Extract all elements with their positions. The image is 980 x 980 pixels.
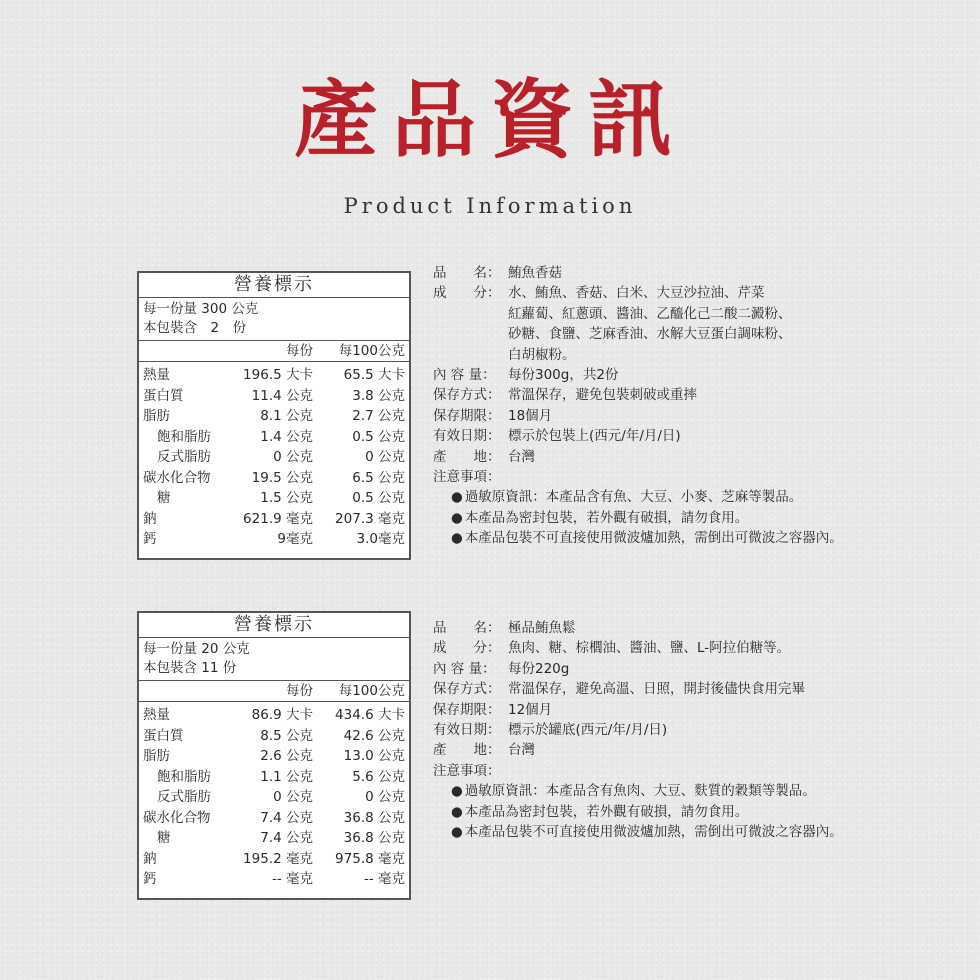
note-item: ● 本產品包裝不可直接使用微波爐加熱，需倒出可微波之容器內。 xyxy=(433,822,843,842)
info-value: 魚肉、糖、棕櫚油、醬油、鹽、L-阿拉伯糖等。 xyxy=(508,640,791,657)
info-label: 保存期限： xyxy=(433,407,501,424)
nutrition-header xyxy=(139,681,409,702)
nutrient-per-serving: 1.5 公克 xyxy=(260,490,313,506)
nutrient-per-100g: 434.6 大卡 xyxy=(335,707,405,723)
nutrient-per-100g: 207.3 毫克 xyxy=(335,510,405,527)
nutrient-per-serving: 7.4 公克 xyxy=(260,809,313,826)
nutrient-name: 鈉 xyxy=(143,510,157,527)
info-value: 18個月 xyxy=(508,407,553,424)
nutrient-name: 糖 xyxy=(157,830,171,846)
servings-per-package: 本包裝含 2 份 xyxy=(143,320,247,336)
info-label: 產 地： xyxy=(433,742,501,759)
nutrition-row xyxy=(139,447,409,468)
nutrient-name: 熱量 xyxy=(143,707,170,723)
nutrition-row xyxy=(139,767,409,788)
nutrition-row xyxy=(139,705,409,726)
nutrient-per-100g: 13.0 公克 xyxy=(343,748,405,764)
info-value: 12個月 xyxy=(508,701,553,718)
nutrient-per-serving: 7.4 公克 xyxy=(260,830,313,846)
nutrient-per-serving: 1.4 公克 xyxy=(260,428,313,445)
nutrient-name: 脂肪 xyxy=(143,408,170,424)
info-label: 成 分： xyxy=(433,640,501,657)
info-shelf-life xyxy=(433,406,843,426)
serving-info xyxy=(139,298,409,341)
nutrient-per-100g: 0 公克 xyxy=(365,449,405,465)
nutrient-per-serving: 621.9 毫克 xyxy=(243,510,313,527)
nutrition-row xyxy=(139,488,409,509)
servings-per-package: 本包裝含 11 份 xyxy=(143,660,237,676)
info-content xyxy=(433,365,843,385)
nutrient-per-serving: 19.5 公克 xyxy=(251,469,313,486)
nutrient-per-100g: 42.6 公克 xyxy=(343,727,405,744)
info-label: 保存方式： xyxy=(433,681,501,698)
nutrient-name: 鈣 xyxy=(143,871,157,887)
serving-size: 每一份量 300 公克 xyxy=(143,301,259,317)
info-value: 常溫保存，避免高溫、日照，開封後儘快食用完畢 xyxy=(508,681,805,698)
info-value: 每份220g xyxy=(508,660,570,677)
info-ingredients xyxy=(433,283,843,303)
col-per-serving: 每份 xyxy=(286,343,313,359)
nutrient-per-serving: 8.1 公克 xyxy=(260,408,313,424)
nutrient-per-100g: 5.6 公克 xyxy=(352,768,405,785)
info-notes-label: 注意事項： xyxy=(433,469,501,486)
nutrient-per-100g: 36.8 公克 xyxy=(343,830,405,846)
nutrient-per-100g: 0.5 公克 xyxy=(352,428,405,445)
info-value: 台灣 xyxy=(508,448,535,465)
nutrient-per-serving: 0 公克 xyxy=(273,449,313,465)
info-value: 極品鮪魚鬆 xyxy=(508,620,576,636)
nutrient-per-serving: 8.5 公克 xyxy=(260,727,313,744)
info-shelf-life xyxy=(433,700,843,720)
info-origin xyxy=(433,447,843,467)
col-per-100g: 每100公克 xyxy=(338,343,405,359)
nutrient-per-100g: 3.8 公克 xyxy=(352,387,405,404)
nutrient-per-100g: 3.0毫克 xyxy=(356,531,405,547)
nutrient-name: 反式脂肪 xyxy=(157,789,211,805)
info-origin xyxy=(433,740,843,760)
info-label: 內 容 量： xyxy=(433,660,496,677)
nutrient-name: 飽和脂肪 xyxy=(157,768,211,785)
nutrient-per-serving: 2.6 公克 xyxy=(260,748,313,764)
nutrient-per-serving: -- 毫克 xyxy=(271,871,313,887)
nutrient-per-100g: 975.8 毫克 xyxy=(335,850,405,867)
nutrient-per-serving: 195.2 毫克 xyxy=(243,850,313,867)
nutrient-name: 碳水化合物 xyxy=(143,809,211,826)
info-ingredients-cont: 白胡椒粉。 xyxy=(508,346,576,363)
nutrient-per-serving: 1.1 公克 xyxy=(260,768,313,785)
nutrient-name: 糖 xyxy=(157,490,171,506)
info-label: 品 名： xyxy=(433,620,501,636)
serving-info xyxy=(139,638,409,681)
product-info xyxy=(433,263,843,549)
serving-size: 每一份量 20 公克 xyxy=(143,641,250,657)
nutrition-row xyxy=(139,468,409,489)
nutrition-title: 營養標示 xyxy=(139,613,409,638)
nutrient-name: 熱量 xyxy=(143,367,170,383)
nutrient-per-100g: 65.5 大卡 xyxy=(343,367,405,383)
nutrient-name: 飽和脂肪 xyxy=(157,428,211,445)
info-value: 每份300g，共2份 xyxy=(508,367,619,384)
nutrient-name: 碳水化合物 xyxy=(143,469,211,486)
info-expiry xyxy=(433,426,843,446)
info-name xyxy=(433,263,843,283)
nutrient-name: 反式脂肪 xyxy=(157,449,211,465)
nutrient-per-serving: 9毫克 xyxy=(277,531,313,547)
info-ingredients-cont: 紅蘿蔔、紅蔥頭、醬油、乙醯化己二酸二澱粉、 xyxy=(508,305,792,322)
nutrient-name: 蛋白質 xyxy=(143,387,184,404)
info-label: 成 分： xyxy=(433,285,501,302)
nutrient-per-serving: 86.9 大卡 xyxy=(251,707,313,723)
info-value: 常溫保存，避免包裝刺破或重摔 xyxy=(508,387,697,404)
nutrient-name: 蛋白質 xyxy=(143,727,184,744)
nutrient-per-serving: 0 公克 xyxy=(273,789,313,805)
info-label: 產 地： xyxy=(433,448,501,465)
info-label: 保存方式： xyxy=(433,387,501,404)
nutrition-row xyxy=(139,406,409,427)
nutrition-table xyxy=(137,611,411,900)
info-value: 台灣 xyxy=(508,742,535,759)
nutrition-row xyxy=(139,828,409,849)
info-value: 水、鮪魚、香菇、白米、大豆沙拉油、芹菜 xyxy=(508,285,765,302)
page-subtitle: Product Information xyxy=(343,194,637,218)
info-value: 標示於罐底(西元/年/月/日) xyxy=(508,722,668,739)
info-content xyxy=(433,659,843,679)
nutrition-row xyxy=(139,386,409,407)
nutrition-row xyxy=(139,849,409,870)
note-item: ● 本產品為密封包裝，若外觀有破損，請勿食用。 xyxy=(433,802,843,822)
info-label: 保存期限： xyxy=(433,701,501,718)
nutrition-header xyxy=(139,341,409,362)
col-per-100g: 每100公克 xyxy=(338,683,405,699)
note-item: ● 過敏原資訊：本產品含有魚肉、大豆、麩質的穀類等製品。 xyxy=(433,781,843,801)
info-label: 有效日期： xyxy=(433,428,501,445)
nutrient-per-100g: 0 公克 xyxy=(365,789,405,805)
nutrition-table xyxy=(137,271,411,560)
note-item: ● 過敏原資訊：本產品含有魚、大豆、小麥、芝麻等製品。 xyxy=(433,487,843,507)
info-label: 有效日期： xyxy=(433,722,501,739)
info-expiry xyxy=(433,720,843,740)
info-storage xyxy=(433,385,843,405)
note-item: ● 本產品包裝不可直接使用微波爐加熱，需倒出可微波之容器內。 xyxy=(433,528,843,548)
info-ingredients-cont: 砂糖、食鹽、芝麻香油、水解大豆蛋白調味粉、 xyxy=(508,326,792,343)
nutrient-name: 鈉 xyxy=(143,850,157,867)
col-per-serving: 每份 xyxy=(286,683,313,699)
info-storage xyxy=(433,679,843,699)
nutrition-row xyxy=(139,365,409,386)
nutrient-per-serving: 11.4 公克 xyxy=(251,387,313,404)
nutrient-name: 脂肪 xyxy=(143,748,170,764)
nutrient-per-serving: 196.5 大卡 xyxy=(243,367,313,383)
nutrition-row xyxy=(139,808,409,829)
nutrient-per-100g: 2.7 公克 xyxy=(352,408,405,424)
info-name xyxy=(433,618,843,638)
nutrition-row xyxy=(139,726,409,747)
info-label: 品 名： xyxy=(433,265,501,281)
info-ingredients xyxy=(433,638,843,658)
product-info xyxy=(433,618,843,842)
note-item: ● 本產品為密封包裝，若外觀有破損，請勿食用。 xyxy=(433,508,843,528)
info-value: 鮪魚香菇 xyxy=(508,265,562,281)
nutrient-per-100g: 6.5 公克 xyxy=(352,469,405,486)
info-label: 內 容 量： xyxy=(433,367,496,384)
nutrient-per-100g: -- 毫克 xyxy=(363,871,405,887)
nutrition-row xyxy=(139,427,409,448)
info-notes-label: 注意事項： xyxy=(433,762,501,779)
nutrition-title: 營養標示 xyxy=(139,273,409,298)
nutrition-row xyxy=(139,869,409,890)
nutrient-per-100g: 0.5 公克 xyxy=(352,490,405,506)
info-value: 標示於包裝上(西元/年/月/日) xyxy=(508,428,681,445)
nutrient-per-100g: 36.8 公克 xyxy=(343,809,405,826)
page-title: 產品資訊 xyxy=(293,70,686,169)
nutrient-name: 鈣 xyxy=(143,531,157,547)
nutrition-row xyxy=(139,787,409,808)
nutrition-row xyxy=(139,746,409,767)
nutrition-row xyxy=(139,529,409,550)
nutrition-row xyxy=(139,509,409,530)
